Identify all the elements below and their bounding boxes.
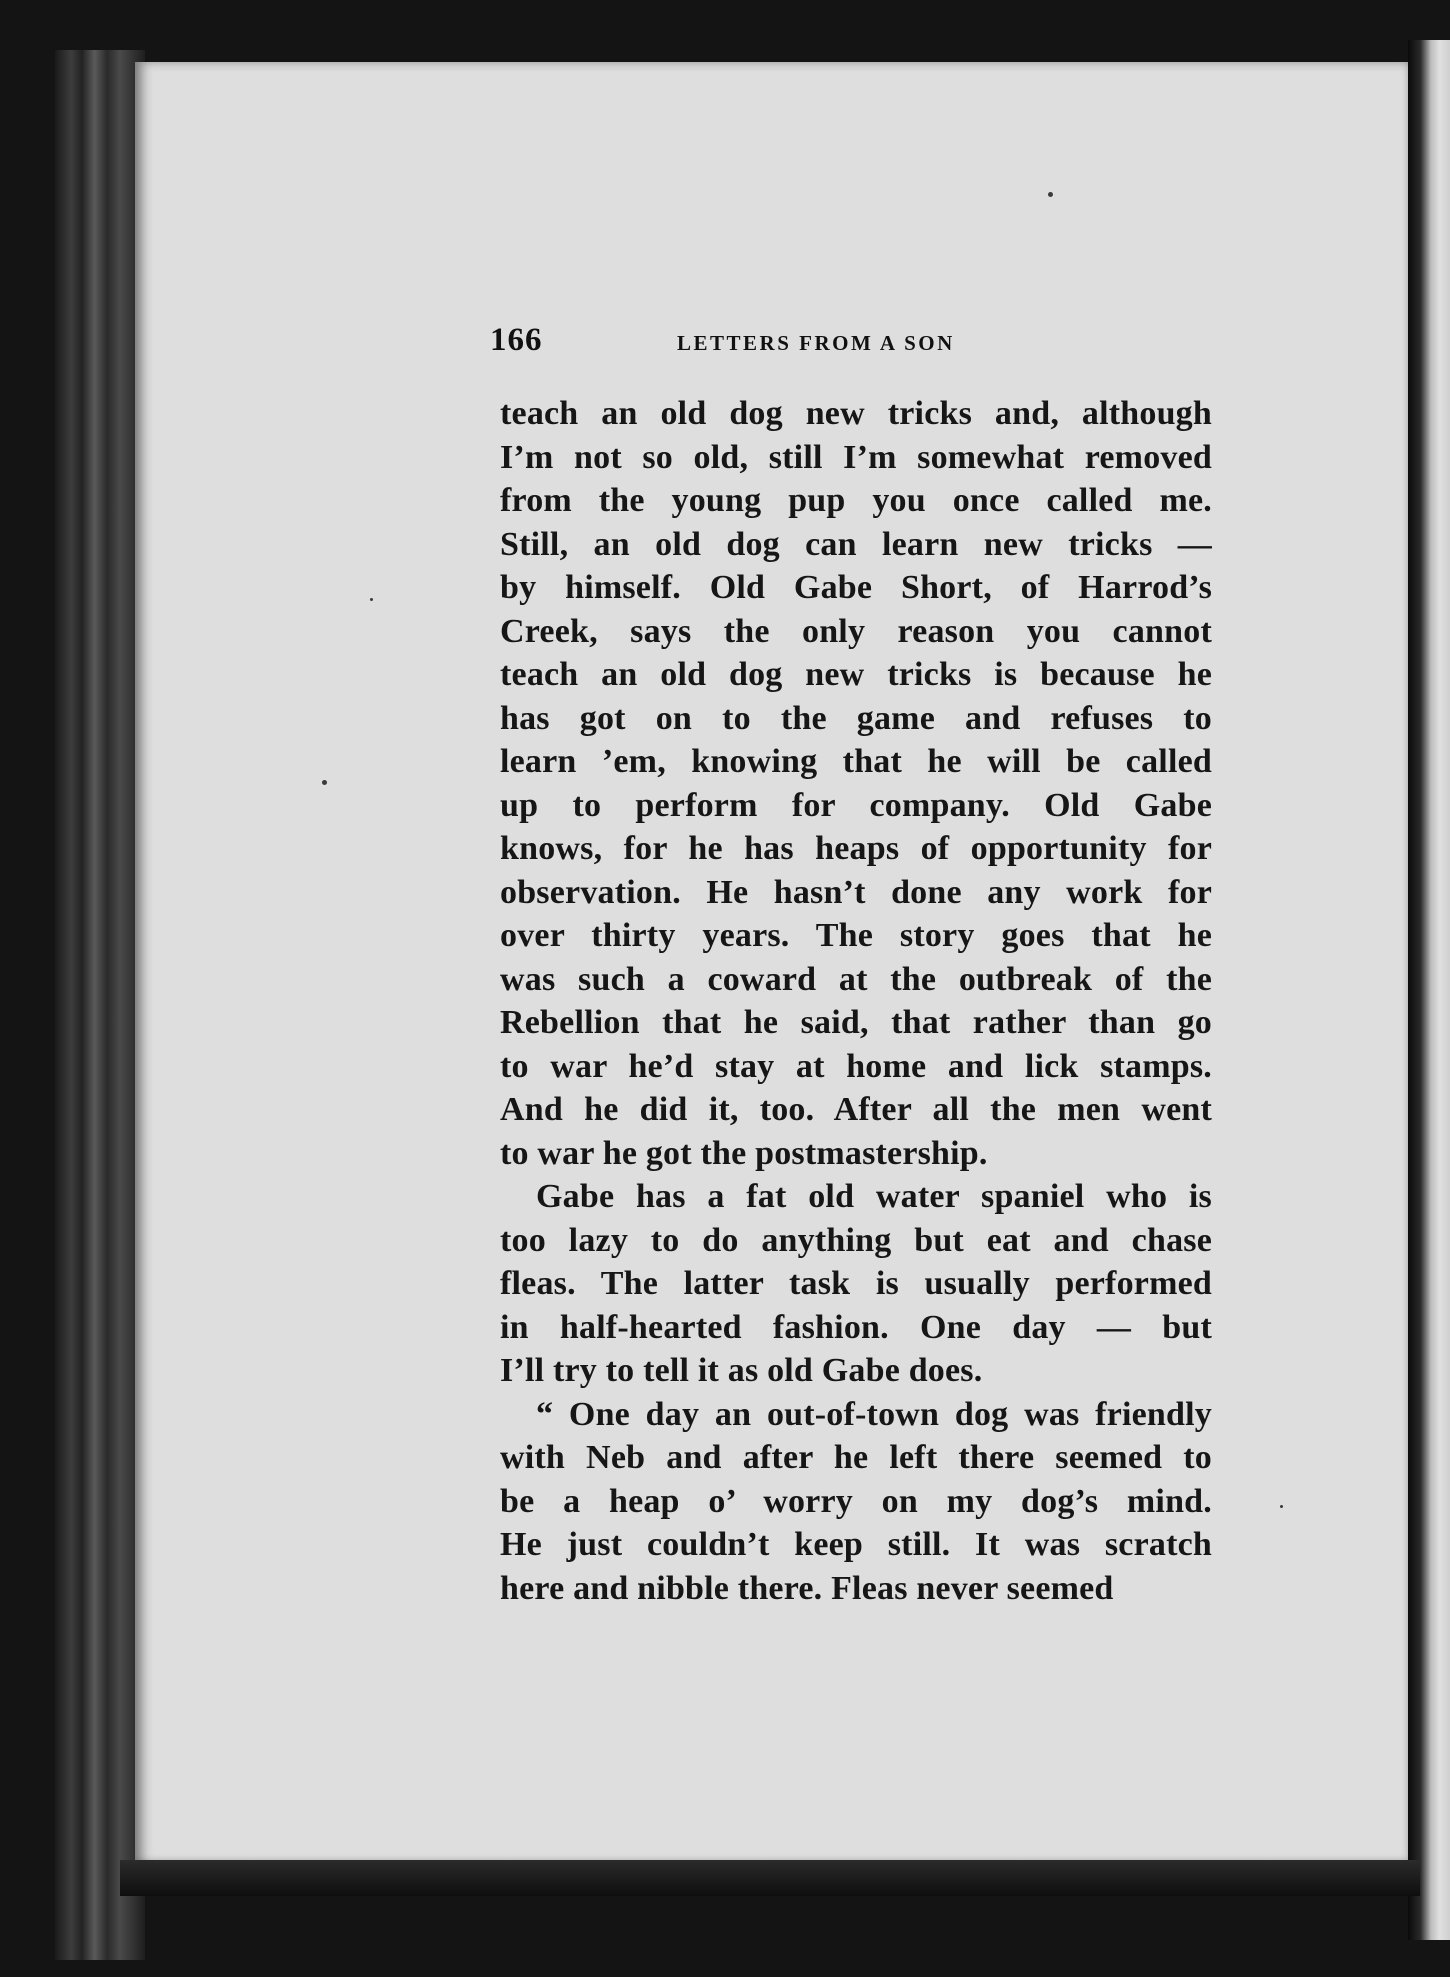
text-line: up to perform for company. Old Gabe [500,786,1212,824]
text-line: He just couldn’t keep still. It was scratch [500,1526,1212,1563]
text-line: learn ’em, knowing that he will be called [500,743,1212,780]
paragraph [500,1175,1212,1393]
text-line: observation. He hasn’t done any work for [500,873,1212,911]
paragraph [500,1393,1212,1611]
text-line: knows, for he has heaps of opportunity for [500,830,1212,867]
text-line: teach an old dog new tricks is because he [500,656,1212,693]
body-text [500,392,1212,1610]
dust-speck [322,780,327,785]
text-line: I’m not so old, still I’m somewhat removed [500,438,1212,476]
text-line: too lazy to do anything but eat and chase [500,1221,1212,1259]
text-line: be a heap o’ worry on my dog’s mind. [500,1482,1212,1520]
text-line: by himself. Old Gabe Short, of Harrod’s [500,569,1212,606]
text-line: in half-hearted fashion. One day — but [500,1308,1212,1346]
page-number: 166 [490,322,543,358]
text-line: Still, an old dog can learn new tricks — [500,525,1212,563]
text-line: I’ll try to tell it as old Gabe does. [500,1352,983,1389]
text-line: Rebellion that he said, that rather than go [500,1004,1212,1041]
text-line: with Neb and after he left there seemed to [500,1439,1212,1476]
text-line: Gabe has a fat old water spaniel who is [536,1178,1212,1215]
text-line: fleas. The latter task is usually performed [500,1265,1212,1302]
text-line: And he did it, too. After all the men went [500,1091,1212,1128]
text-line: teach an old dog new tricks and, although [500,395,1212,432]
text-line: Creek, says the only reason you cannot [500,612,1212,650]
text-line: was such a coward at the outbreak of the [500,960,1212,998]
page-bottom-edge [120,1860,1420,1896]
facing-page-edge [1408,40,1450,1940]
text-line: here and nibble there. Fleas never seemed [500,1569,1114,1607]
text-line: from the young pup you once called me. [500,482,1212,519]
text-line: “ One day an out-of-town dog was friendly [536,1395,1212,1433]
text-line: has got on to the game and refuses to [500,699,1212,737]
text-line: to war he got the postmastership. [500,1134,988,1172]
book-spine [55,50,145,1960]
running-head [490,322,1210,382]
dust-speck [370,598,373,601]
dust-speck [1048,192,1053,197]
text-line: over thirty years. The story goes that he [500,917,1212,954]
dust-speck [1280,1505,1283,1508]
running-title: LETTERS FROM A SON [677,331,955,355]
paragraph [500,392,1212,1175]
text-line: to war he’d stay at home and lick stamps. [500,1047,1212,1085]
